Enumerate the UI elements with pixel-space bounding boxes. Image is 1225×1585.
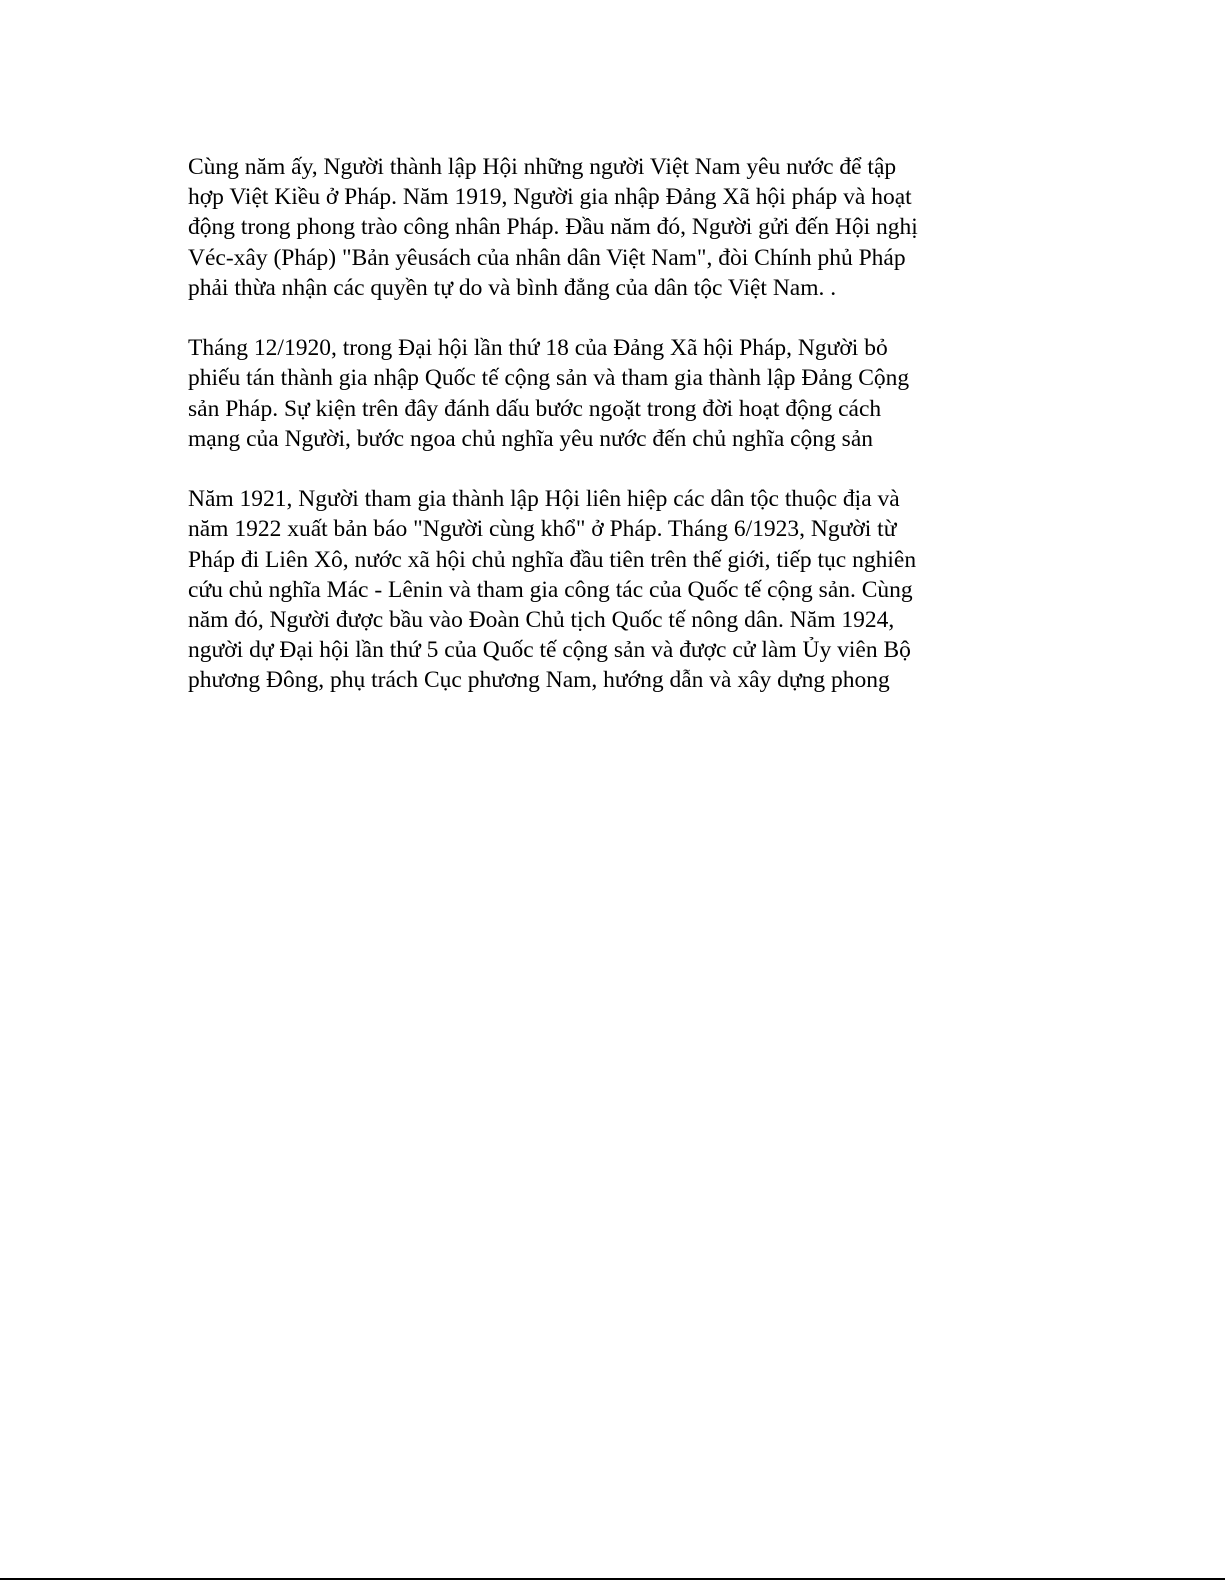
text-line: mạng của Người, bước ngoa chủ nghĩa yêu nước đến chủ nghĩa cộng sản: [188, 425, 873, 452]
text-line: người dự Đại hội lần thứ 5 của Quốc tế cộng sản và được cử làm Ủy viên Bộ: [188, 637, 911, 664]
paragraph-3: [188, 484, 1018, 695]
text-line: cứu chủ nghĩa Mác - Lênin và tham gia công tác của Quốc tế cộng sản. Cùng: [188, 576, 913, 603]
text-line: Véc-xây (Pháp) "Bản yêusách của nhân dân Việt Nam", đòi Chính phủ Pháp: [188, 244, 906, 271]
text-line: năm 1922 xuất bản báo "Người cùng khổ" ở Pháp. Tháng 6/1923, Người từ: [188, 516, 897, 543]
text-line: phiếu tán thành gia nhập Quốc tế cộng sản và tham gia thành lập Đảng Cộng: [188, 365, 910, 392]
text-line: năm đó, Người được bầu vào Đoàn Chủ tịch Quốc tế nông dân. Năm 1924,: [188, 607, 895, 634]
text-line: động trong phong trào công nhân Pháp. Đầu năm đó, Người gửi đến Hội nghị: [188, 214, 918, 241]
document-body: [188, 152, 1018, 726]
text-line: phải thừa nhận các quyền tự do và bình đẳng của dân tộc Việt Nam. .: [188, 274, 837, 301]
text-line: hợp Việt Kiều ở Pháp. Năm 1919, Người gia nhập Đảng Xã hội pháp và hoạt: [188, 184, 912, 211]
text-line: Tháng 12/1920, trong Đại hội lần thứ 18 của Đảng Xã hội Pháp, Người bỏ: [188, 335, 888, 362]
page-bottom-border: [0, 1578, 1225, 1580]
text-line: sản Pháp. Sự kiện trên đây đánh dấu bước ngoặt trong đời hoạt động cách: [188, 395, 882, 422]
text-line: Cùng năm ấy, Người thành lập Hội những người Việt Nam yêu nước để tập: [188, 154, 897, 180]
text-line: phương Đông, phụ trách Cục phương Nam, hướng dẫn và xây dựng phong: [188, 667, 890, 694]
paragraph-1: [188, 152, 1018, 303]
paragraph-2: [188, 333, 1018, 454]
text-line: Năm 1921, Người tham gia thành lập Hội liên hiệp các dân tộc thuộc địa và: [188, 486, 900, 513]
text-line: Pháp đi Liên Xô, nước xã hội chủ nghĩa đầu tiên trên thế giới, tiếp tục nghiên: [188, 546, 917, 573]
